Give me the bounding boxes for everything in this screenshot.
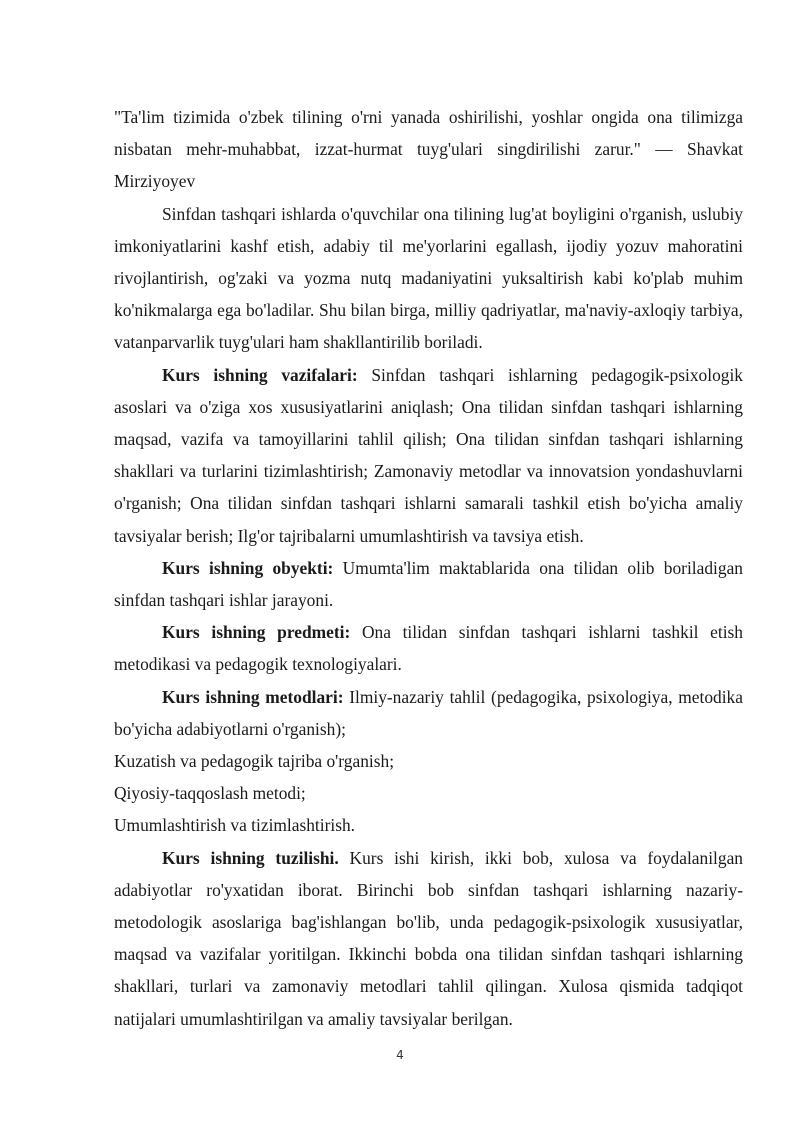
methods-item: Umumlashtirish va tizimlashtirish.: [114, 815, 356, 836]
tasks-text: Sinfdan tashqari ishlarning pedagogik-psixologik asoslari va o'ziga xos xususiyatlarini aniqlash; Ona tilidan sinfdan tashqari ishlarning maqsad, vazifa va tamoyillarini tahlil qilish; Ona tilidan sinfdan tashqari ishlarning shakllari va turlarini tizimlashtirish; Zamonaviy metodlar va innovatsion yondashuvlarni o'rganish; Ona tilidan sinfdan tashqari ishlarni samarali tashkil etish bo'yicha amaliy tavsiyalar berish; Ilg'or tajribalarni umumlashtirish va tavsiya etish.: [114, 364, 743, 546]
subject-text: Ona tilidan sinfdan tashqari ishlarni tashkil etish metodikasi va pedagogik texnologiyalari.: [114, 622, 743, 675]
structure-text: Kurs ishi kirish, ikki bob, xulosa va foydalanilgan adabiyotlar ro'yxatidan iborat. Birinchi bob sinfdan tashqari ishlarning nazariy-metodologik asoslariga bag'ishlangan bo'lib, unda pedagogik-psixologik xususiyatlar, maqsad va vazifalar yoritilgan. Ikkinchi bobda ona tilidan sinfdan tashqari ishlarning shakllari, turlari va zamonaviy metodlari tahlil qilingan. Xulosa qismida tadqiqot natijalari umumlashtirilgan va amaliy tavsiyalar berilgan.: [114, 847, 743, 1029]
methods-label: Kurs ishning metodlari:: [162, 686, 344, 707]
page-number: 4: [396, 1048, 404, 1062]
methods-text: Ilmiy-nazariy tahlil (pedagogika, psixologiya, metodika bo'yicha adabiyotlarni o'rganish);: [114, 686, 743, 739]
methods-item: Qiyosiy-taqqoslash metodi;: [114, 783, 306, 804]
tasks-paragraph: [114, 359, 743, 552]
tasks-label: Kurs ishning vazifalari:: [162, 364, 358, 385]
subject-label: Kurs ishning predmeti:: [162, 622, 351, 643]
intro-paragraph: Sinfdan tashqari ishlarda o'quvchilar ona tilining lug'at boyligini o'rganish, uslubiy imkoniyatlarini kashf etish, adabiy til me'yorlarini egallash, ijodiy yozuv mahoratini rivojlantirish, og'zaki va yozma nutq madaniyatini yuksaltirish kabi ko'plab muhim ko'nikmalarga ega bo'ladilar. Shu bilan birga, milliy qadriyatlar, ma'naviy-axloqiy tarbiya, vatanparvarlik tuyg'ulari ham shakllantirilib boriladi.: [114, 203, 743, 353]
document-body: [114, 101, 743, 1035]
methods-paragraph: [114, 681, 743, 745]
object-text: Umumta'lim maktablarida ona tilidan olib boriladigan sinfdan tashqari ishlar jarayoni.: [114, 557, 743, 611]
object-paragraph: [114, 552, 743, 616]
methods-item: Kuzatish va pedagogik tajriba o'rganish;: [114, 751, 395, 772]
object-label: Kurs ishning obyekti:: [162, 557, 334, 578]
structure-paragraph: [114, 842, 743, 1035]
epigraph-quote: "Ta'lim tizimida o'zbek tilining o'rni yanada oshirilishi, yoshlar ongida ona tilimizga nisbatan mehr-muhabbat, izzat-hurmat tuyg'ulari singdirilishi zarur." — Shavkat Mirziyoyev: [114, 107, 743, 192]
subject-paragraph: [114, 616, 743, 680]
structure-label: Kurs ishning tuzilishi.: [162, 847, 339, 868]
